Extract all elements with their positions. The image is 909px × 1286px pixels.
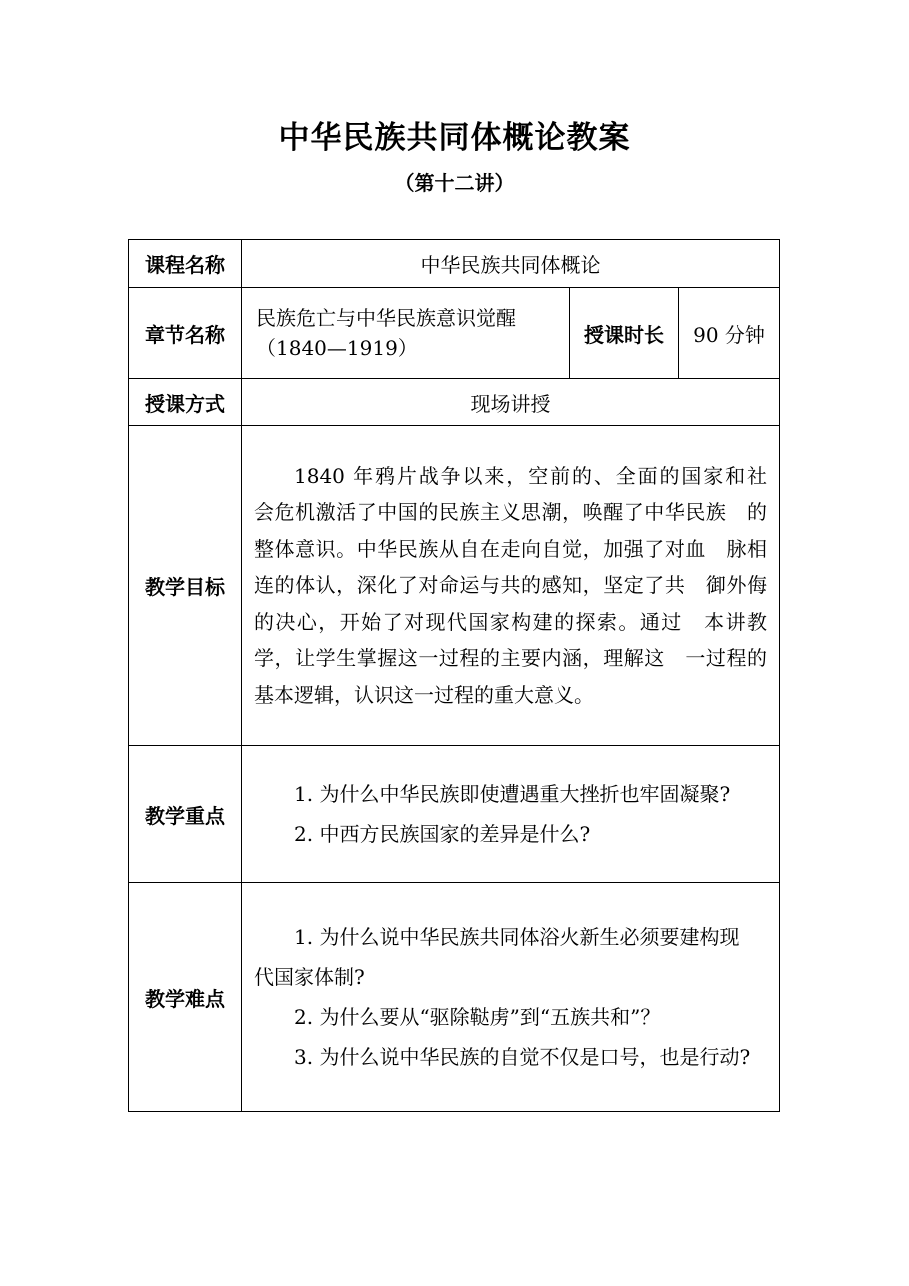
focus-item: 1. 为什么中华民族即使遭遇重大挫折也牢固凝聚?	[294, 782, 731, 806]
goal-cell	[242, 426, 788, 746]
difficulty-item: 2. 为什么要从“驱除鞑虏”到“五族共和”？	[294, 1005, 661, 1029]
focus-item: 2. 中西方民族国家的差异是什么?	[294, 822, 591, 846]
difficulty-cell	[242, 883, 780, 1112]
focus-cell	[242, 746, 780, 883]
row-goal	[129, 426, 780, 746]
goal-label: 教学目标	[129, 426, 242, 746]
course-value: 中华民族共同体概论	[242, 240, 780, 288]
row-course	[129, 240, 780, 288]
duration-label: 授课时长	[570, 288, 679, 379]
goal-text: 1840 年鸦片战争以来，空前的、全面的国家和社 会危机激活了中国的民族主义思潮，唤醒了中华民族 的整体意识。中华民族从自在走向自觉，加强了对血 脉相连的体认，深化了对命运与共的感知，坚定了共 御外侮的决心，开始了对现代国家构建的探索。通过 本讲教学，让学生掌握这一过程的主要内涵，理解这 一过程的基本逻辑，认识这一过程的重大意义。	[254, 463, 788, 707]
chapter-period: （1840—1919）	[256, 336, 418, 360]
difficulty-label: 教学难点	[129, 883, 242, 1112]
difficulty-item: 3. 为什么说中华民族的自觉不仅是口号，也是行动?	[294, 1045, 751, 1069]
difficulty-item: 1. 为什么说中华民族共同体浴火新生必须要建构现代国家体制?	[254, 925, 740, 989]
row-difficulty	[129, 883, 780, 1112]
method-value: 现场讲授	[242, 379, 780, 426]
focus-label: 教学重点	[129, 746, 242, 883]
chapter-title: 民族危亡与中华民族意识觉醒	[256, 306, 516, 330]
page-title: 中华民族共同体概论教案	[278, 120, 631, 156]
lesson-plan-table	[128, 239, 788, 1112]
row-chapter	[129, 288, 780, 379]
method-label: 授课方式	[129, 379, 242, 426]
page-subtitle: （第十二讲）	[394, 171, 515, 195]
duration-value: 90 分钟	[679, 288, 780, 379]
chapter-value	[242, 288, 570, 379]
chapter-label: 章节名称	[129, 288, 242, 379]
course-label: 课程名称	[129, 240, 242, 288]
row-focus	[129, 746, 780, 883]
row-method	[129, 379, 780, 426]
